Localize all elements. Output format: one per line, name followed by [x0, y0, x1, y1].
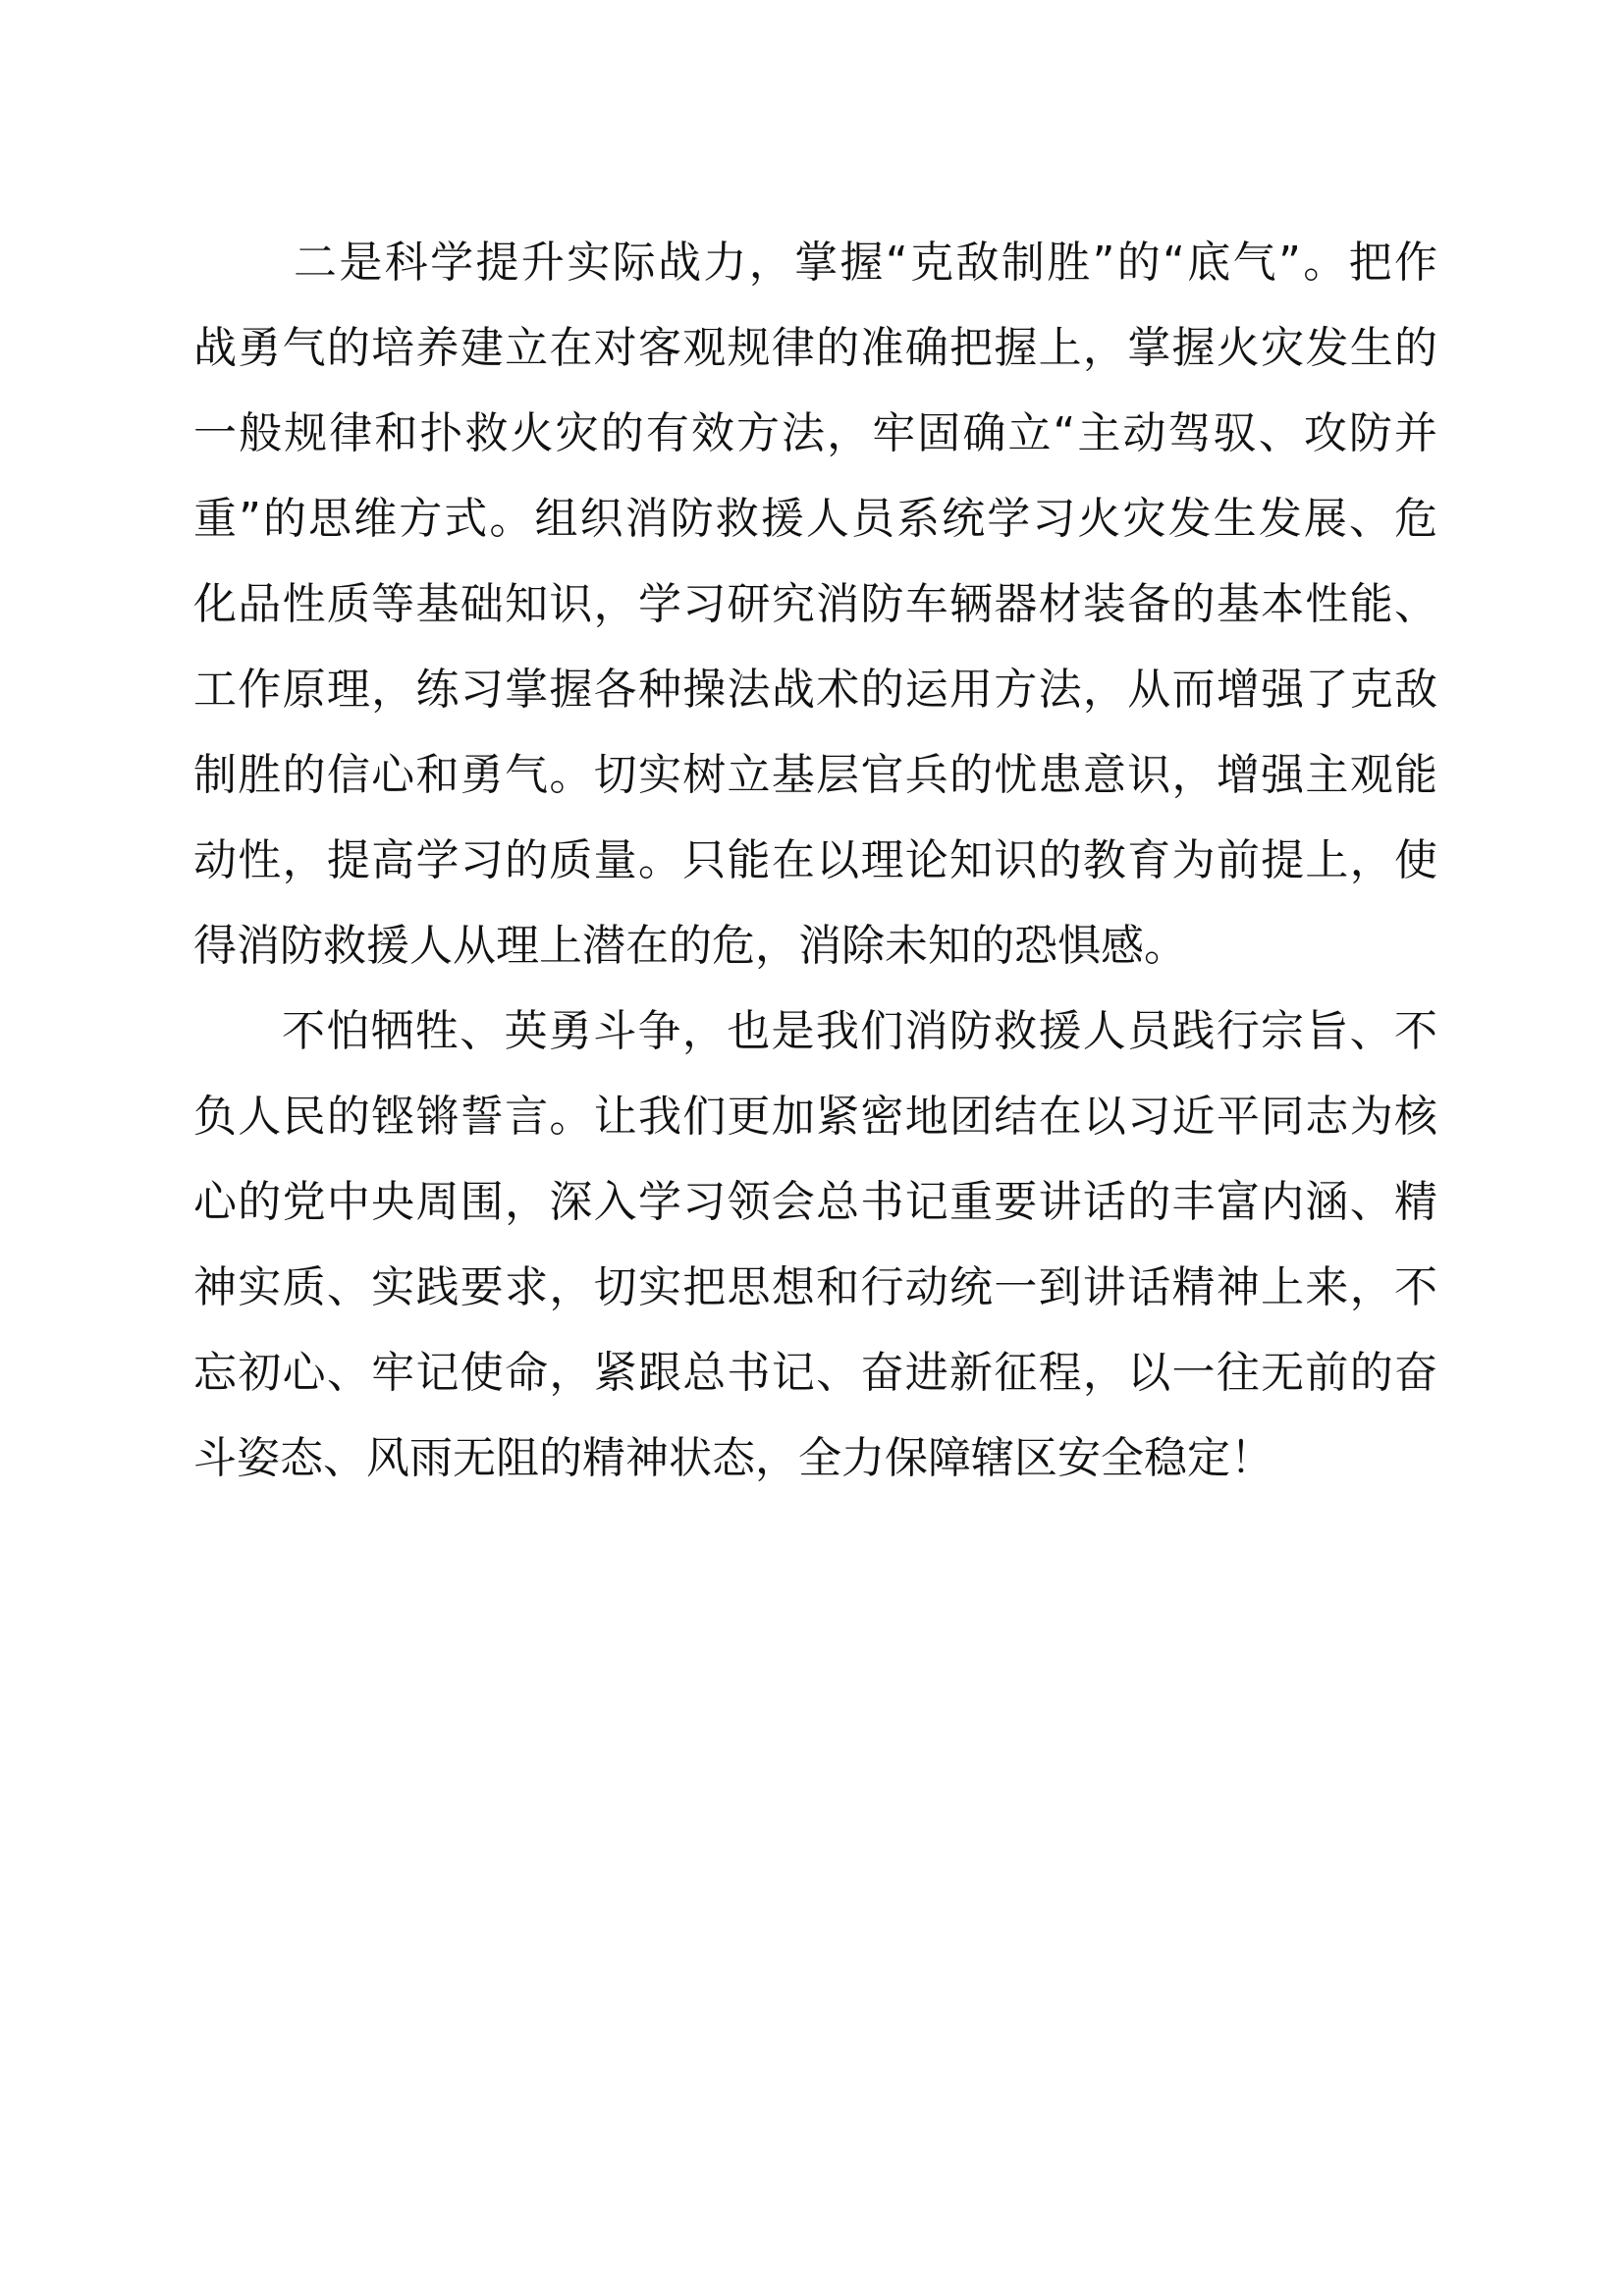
text-line: 重”的思维方式。组织消防救援人员系统学习火灾发生发展、危 — [193, 494, 1437, 544]
text-line: 心的党中央周围，深入学习领会总书记重要讲话的丰富内涵、精 — [193, 1177, 1437, 1227]
text-line: 斗姿态、风雨无阻的精神状态，全力保障辖区安全稳定！ — [193, 1433, 1273, 1483]
text-line: 忘初心、牢记使命，紧跟总书记、奋进新征程，以一往无前的奋 — [193, 1348, 1437, 1398]
text-line: 化品性质等基础知识，学习研究消防车辆器材装备的基本性能、 — [193, 579, 1437, 629]
paragraph-2 — [193, 988, 1437, 1501]
text-line: 工作原理，练习掌握各种操法战术的运用方法，从而增强了克敌 — [193, 665, 1437, 715]
text-line: 负人民的铿锵誓言。让我们更加紧密地团结在以习近平同志为核 — [193, 1092, 1437, 1142]
text-line: 战勇气的培养建立在对客观规律的准确把握上，掌握火灾发生的 — [193, 323, 1437, 373]
document-body — [193, 220, 1437, 1501]
text-line: 得消防救援人从理上潜在的危，消除未知的恐惧感。 — [193, 921, 1187, 971]
text-line: 制胜的信心和勇气。切实树立基层官兵的忧患意识，增强主观能 — [193, 750, 1437, 800]
text-line: 动性，提高学习的质量。只能在以理论知识的教育为前提上，使 — [193, 835, 1437, 885]
text-line: 一般规律和扑救火灾的有效方法，牢固确立“主动驾驭、攻防并 — [193, 408, 1437, 458]
text-line: 神实质、实践要求，切实把思想和行动统一到讲话精神上来，不 — [193, 1262, 1437, 1312]
text-line: 二是科学提升实际战力，掌握“克敌制胜”的“底气”。把作 — [294, 238, 1437, 288]
paragraph-1 — [193, 220, 1437, 988]
text-line: 不怕牺牲、英勇斗争，也是我们消防救援人员践行宗旨、不 — [282, 1006, 1437, 1056]
